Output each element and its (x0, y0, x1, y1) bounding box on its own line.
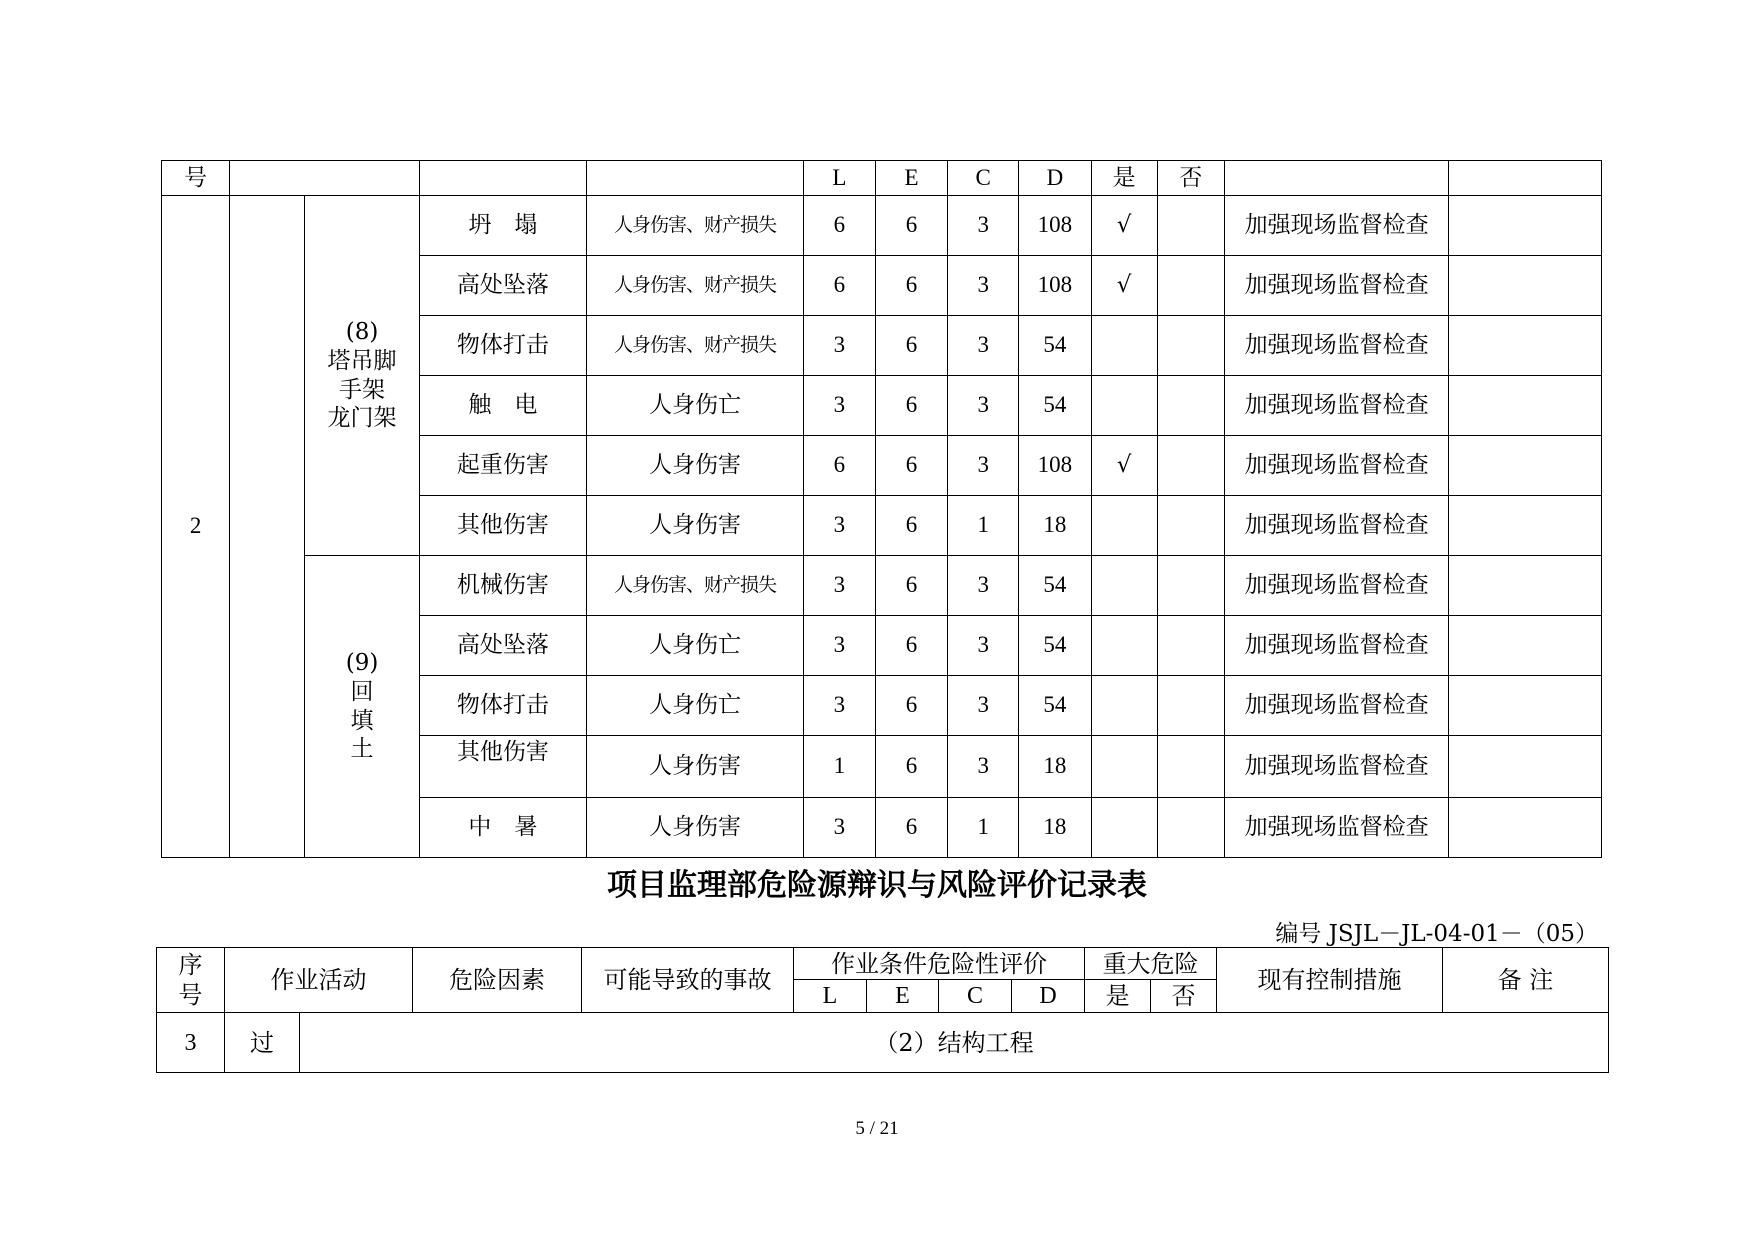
D-cell: 108 (1019, 256, 1091, 316)
seq-cell: 3 (157, 1013, 225, 1073)
no-cell (1157, 316, 1224, 376)
section-title: （2）结构工程 (300, 1013, 1609, 1073)
yes-cell (1091, 736, 1157, 798)
L-cell: 3 (803, 676, 875, 736)
activity-cell (230, 196, 305, 858)
accident-cell: 人身伤害、财产损失 (587, 316, 804, 376)
header-L: L (803, 161, 875, 196)
subactivity-label: 龙门架 (327, 405, 397, 432)
hazard-cell: 高处坠落 (419, 616, 586, 676)
no-cell (1157, 616, 1224, 676)
hazard-cell: 坍 塌 (419, 196, 586, 256)
header-C: C (939, 980, 1012, 1013)
no-cell (1157, 436, 1224, 496)
L-cell: 6 (803, 256, 875, 316)
header-seq-line: 序 (178, 951, 203, 979)
no-cell (1157, 676, 1224, 736)
note-cell (1449, 316, 1602, 376)
page-title: 项目监理部危险源辩识与风险评价记录表 (607, 868, 1147, 903)
measure-cell: 加强现场监督检查 (1224, 376, 1449, 436)
header-seq: 号 (162, 161, 230, 196)
header-seq (157, 948, 225, 1013)
yes-cell (1091, 316, 1157, 376)
measure-cell: 加强现场监督检查 (1224, 196, 1449, 256)
header-activity: 作业活动 (225, 948, 413, 1013)
subactivity-label: 填 (350, 707, 374, 734)
yes-cell: √ (1091, 256, 1157, 316)
header-measure: 现有控制措施 (1217, 948, 1443, 1013)
E-cell: 6 (875, 436, 947, 496)
accident-cell: 人身伤害 (587, 436, 804, 496)
note-cell (1449, 676, 1602, 736)
E-cell: 6 (875, 496, 947, 556)
yes-cell (1091, 376, 1157, 436)
E-cell: 6 (875, 556, 947, 616)
D-cell: 54 (1019, 316, 1091, 376)
hazard-cell: 其他伤害 (419, 496, 586, 556)
header-D: D (1019, 161, 1091, 196)
yes-cell (1091, 556, 1157, 616)
accident-cell: 人身伤亡 (587, 676, 804, 736)
note-cell (1449, 736, 1602, 798)
yes-cell (1091, 616, 1157, 676)
D-cell: 18 (1019, 496, 1091, 556)
table-header-row (162, 161, 1602, 196)
subactivity-label: 塔吊脚 (327, 347, 397, 374)
E-cell: 6 (875, 736, 947, 798)
hazard-cell: 物体打击 (419, 676, 586, 736)
header-no: 否 (1157, 161, 1224, 196)
header-accident (587, 161, 804, 196)
subactivity-label: 手架 (339, 376, 386, 403)
seq-cell: 2 (162, 196, 230, 858)
header-evaluation: 作业条件危险性评价 (794, 948, 1085, 980)
page-number: 5 / 21 (855, 1118, 899, 1139)
measure-cell: 加强现场监督检查 (1224, 798, 1449, 858)
header-D: D (1012, 980, 1085, 1013)
header-yes: 是 (1091, 161, 1157, 196)
C-cell: 3 (948, 676, 1019, 736)
measure-cell: 加强现场监督检查 (1224, 676, 1449, 736)
measure-cell: 加强现场监督检查 (1224, 616, 1449, 676)
hazard-cell: 高处坠落 (419, 256, 586, 316)
measure-cell: 加强现场监督检查 (1224, 736, 1449, 798)
header-major: 重大危险 (1085, 948, 1217, 980)
yes-cell: √ (1091, 196, 1157, 256)
L-cell: 6 (803, 196, 875, 256)
header-measure (1224, 161, 1449, 196)
table-row (162, 556, 1602, 616)
note-cell (1449, 496, 1602, 556)
header-E: E (875, 161, 947, 196)
table-header-row (157, 948, 1609, 980)
header-L: L (794, 980, 867, 1013)
header-C: C (948, 161, 1019, 196)
header-seq-line: 号 (178, 981, 203, 1009)
measure-cell: 加强现场监督检查 (1224, 556, 1449, 616)
hazard-cell: 起重伤害 (419, 436, 586, 496)
accident-cell: 人身伤害、财产损失 (587, 256, 804, 316)
L-cell: 3 (803, 376, 875, 436)
E-cell: 6 (875, 616, 947, 676)
C-cell: 3 (948, 376, 1019, 436)
subactivity-8 (305, 196, 419, 556)
subactivity-number: (9) (345, 650, 379, 676)
no-cell (1157, 556, 1224, 616)
E-cell: 6 (875, 316, 947, 376)
C-cell: 3 (948, 256, 1019, 316)
C-cell: 3 (948, 196, 1019, 256)
table-row (162, 196, 1602, 256)
no-cell (1157, 736, 1224, 798)
C-cell: 3 (948, 616, 1019, 676)
header-note (1449, 161, 1602, 196)
D-cell: 108 (1019, 196, 1091, 256)
activity-cell: 过 (225, 1013, 300, 1073)
L-cell: 6 (803, 436, 875, 496)
header-factor (419, 161, 586, 196)
L-cell: 3 (803, 556, 875, 616)
L-cell: 3 (803, 496, 875, 556)
hazard-cell: 机械伤害 (419, 556, 586, 616)
accident-cell: 人身伤害 (587, 736, 804, 798)
note-cell (1449, 798, 1602, 858)
C-cell: 3 (948, 556, 1019, 616)
no-cell (1157, 196, 1224, 256)
hazard-cell: 其他伤害 (419, 736, 586, 798)
header-factor: 危险因素 (413, 948, 582, 1013)
E-cell: 6 (875, 196, 947, 256)
header-accident: 可能导致的事故 (582, 948, 794, 1013)
hazard-cell: 中 暑 (419, 798, 586, 858)
hazard-cell: 触 电 (419, 376, 586, 436)
hazard-table-continued (161, 160, 1602, 858)
D-cell: 54 (1019, 556, 1091, 616)
accident-cell: 人身伤害、财产损失 (587, 556, 804, 616)
D-cell: 18 (1019, 798, 1091, 858)
L-cell: 3 (803, 316, 875, 376)
C-cell: 1 (948, 496, 1019, 556)
accident-cell: 人身伤害、财产损失 (587, 196, 804, 256)
header-note: 备 注 (1443, 948, 1609, 1013)
no-cell (1157, 496, 1224, 556)
measure-cell: 加强现场监督检查 (1224, 496, 1449, 556)
L-cell: 3 (803, 616, 875, 676)
note-cell (1449, 436, 1602, 496)
E-cell: 6 (875, 676, 947, 736)
no-cell (1157, 256, 1224, 316)
table-row (157, 1013, 1609, 1073)
L-cell: 3 (803, 798, 875, 858)
D-cell: 54 (1019, 376, 1091, 436)
E-cell: 6 (875, 376, 947, 436)
D-cell: 18 (1019, 736, 1091, 798)
L-cell: 1 (803, 736, 875, 798)
note-cell (1449, 616, 1602, 676)
hazard-cell: 物体打击 (419, 316, 586, 376)
yes-cell (1091, 676, 1157, 736)
measure-cell: 加强现场监督检查 (1224, 256, 1449, 316)
accident-cell: 人身伤害 (587, 798, 804, 858)
subactivity-9 (305, 556, 419, 858)
E-cell: 6 (875, 798, 947, 858)
header-E: E (867, 980, 939, 1013)
accident-cell: 人身伤亡 (587, 376, 804, 436)
note-cell (1449, 556, 1602, 616)
yes-cell (1091, 798, 1157, 858)
C-cell: 3 (948, 316, 1019, 376)
D-cell: 54 (1019, 676, 1091, 736)
yes-cell (1091, 496, 1157, 556)
D-cell: 108 (1019, 436, 1091, 496)
note-cell (1449, 376, 1602, 436)
document-number: 编号 JSJL－JL-04-01－（05） (1275, 921, 1598, 947)
header-no: 否 (1151, 980, 1217, 1013)
accident-cell: 人身伤害 (587, 496, 804, 556)
header-activity (230, 161, 420, 196)
no-cell (1157, 376, 1224, 436)
C-cell: 1 (948, 798, 1019, 858)
measure-cell: 加强现场监督检查 (1224, 436, 1449, 496)
note-cell (1449, 256, 1602, 316)
subactivity-label: 回 (350, 678, 374, 705)
header-yes: 是 (1085, 980, 1151, 1013)
no-cell (1157, 798, 1224, 858)
C-cell: 3 (948, 436, 1019, 496)
accident-cell: 人身伤亡 (587, 616, 804, 676)
note-cell (1449, 196, 1602, 256)
hazard-table-new (156, 947, 1609, 1073)
yes-cell: √ (1091, 436, 1157, 496)
C-cell: 3 (948, 736, 1019, 798)
subactivity-label: 土 (350, 736, 374, 763)
measure-cell: 加强现场监督检查 (1224, 316, 1449, 376)
E-cell: 6 (875, 256, 947, 316)
D-cell: 54 (1019, 616, 1091, 676)
subactivity-number: (8) (345, 319, 379, 345)
